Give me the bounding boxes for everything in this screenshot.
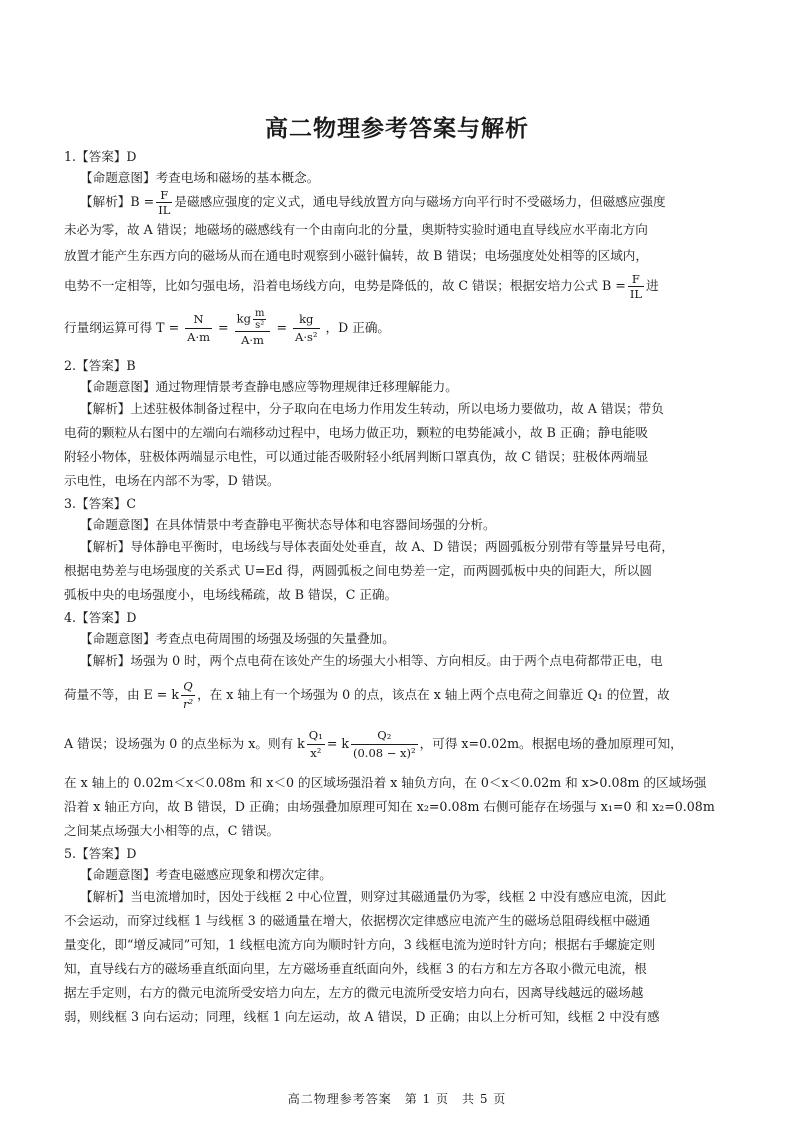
q4-text: A 错误；设场强为 0 的点坐标为 x。则有 k bbox=[64, 736, 305, 751]
denominator: A·s² bbox=[295, 330, 318, 344]
q1-text: 【解析】B = bbox=[80, 194, 155, 209]
q5-analysis-line-5: 据左手定则，右方的微元电流所受安培力向左，左方的微元电流所受安培力向右，因离导线越远的磁场越 bbox=[64, 985, 644, 1000]
q4-answer: 4.【答案】D bbox=[64, 610, 137, 625]
q4-text: ，在 x 轴上有一个场强为 0 的点，该点在 x 轴上两个点电荷之间靠近 Q₁ 的位置，故 bbox=[197, 687, 670, 702]
q1-analysis-line-4 bbox=[64, 272, 740, 301]
fraction-q2-over-distance bbox=[351, 727, 418, 762]
kg-text: kg bbox=[236, 311, 251, 326]
q2-analysis-line-1: 【解析】上述驻极体制备过程中，分子取向在电场力作用发生转动，所以电场力要做功，故 A 错误；带负 bbox=[80, 401, 664, 416]
numerator: Q bbox=[181, 678, 195, 696]
q4-analysis-line-1: 【解析】场强为 0 时，两个点电荷在该处产生的场强大小相等、方向相反。由于两个点电荷都带正电，电 bbox=[80, 653, 663, 668]
fraction-kg-over-as2 bbox=[293, 311, 319, 346]
q2-analysis-line-3: 附轻小物体，驻极体两端显示电性，可以通过能否吸附轻小纸屑判断口罩真伪，故 C 错误；驻极体两端显 bbox=[64, 449, 649, 464]
numerator: N bbox=[185, 311, 212, 329]
q2-analysis-line-4: 示电性，电场在内部不为零，D 错误。 bbox=[64, 473, 280, 488]
q3-intent: 【命题意图】在具体情景中考查静电平衡状态导体和电容器间场强的分析。 bbox=[80, 517, 496, 532]
q2-answer: 2.【答案】B bbox=[64, 358, 136, 373]
q4-analysis-line-6: 之间某点场强大小相等的点，C 错误。 bbox=[64, 823, 280, 838]
numerator bbox=[235, 308, 271, 332]
q3-analysis-line-2: 根据电势差与电场强度的关系式 U=Ed 得，两圆弧板之间电势差一定，而两圆弧板中央的间距大，所以圆 bbox=[64, 563, 652, 578]
fraction-f-over-il bbox=[628, 272, 644, 301]
question-3 bbox=[64, 493, 740, 607]
q1-answer: 1.【答案】D bbox=[64, 149, 137, 164]
q5-intent: 【命题意图】考查电磁感应现象和楞次定律。 bbox=[80, 867, 332, 882]
q1-text: ，D 正确。 bbox=[325, 320, 391, 335]
q4-text: = k bbox=[326, 736, 349, 751]
q1-analysis-line-2: 未必为零，故 A 错误；地磁场的磁感线有一个由南向北的分量，奥斯特实验时通电直导线应水平南北方向 bbox=[64, 222, 648, 237]
q4-text: ，可得 x=0.02m。根据电场的叠加原理可知， bbox=[419, 736, 683, 751]
q1-intent: 【命题意图】考查电场和磁场的基本概念。 bbox=[80, 170, 320, 185]
q5-analysis-line-3: 量变化，即“增反减同”可知，1 线框电流方向为顺时针方向，3 线框电流为逆时针方向；根据右手螺旋定则 bbox=[64, 937, 656, 952]
fraction-q-over-r2 bbox=[181, 678, 195, 713]
q4-analysis-line-2 bbox=[64, 673, 740, 717]
q4-analysis-line-3 bbox=[64, 717, 740, 771]
numerator: Q₁ bbox=[307, 727, 325, 745]
denominator: IL bbox=[158, 203, 171, 217]
equals-sign: = bbox=[276, 320, 288, 335]
question-4 bbox=[64, 607, 740, 843]
denominator: A·m bbox=[187, 330, 211, 344]
page-footer: 高二物理参考答案 第 1 页 共 5 页 bbox=[287, 1092, 507, 1106]
q1-text: 行量纲运算可得 T = bbox=[64, 320, 180, 335]
q1-text: 电势不一定相等，比如匀强电场，沿着电场线方向，电势是降低的，故 C 错误；根据安培力公式 B = bbox=[64, 278, 626, 293]
fraction-m-over-s2 bbox=[253, 308, 266, 331]
equals-sign: = bbox=[218, 320, 229, 335]
q2-intent: 【命题意图】通过物理情景考查静电感应等物理规律迁移理解能力。 bbox=[80, 379, 458, 394]
page-title: 高二物理参考答案与解析 bbox=[265, 115, 529, 142]
denominator: r² bbox=[182, 697, 194, 711]
fraction-compound bbox=[235, 308, 271, 349]
q5-analysis-line-6: 弱，则线框 3 向右运动；同理，线框 1 向左运动，故 A 错误，D 正确；由以上分析可知，线框 2 中没有感 bbox=[64, 1009, 660, 1024]
denominator: s² bbox=[255, 320, 265, 331]
numerator: F bbox=[628, 272, 644, 287]
numerator: kg bbox=[293, 311, 319, 329]
q1-analysis-line-3: 放置才能产生东西方向的磁场从而在通电时观察到小磁针偏转，故 B 错误；电场强度处处相等的区域内， bbox=[64, 247, 648, 263]
q4-analysis-line-5: 沿着 x 轴正方向，故 B 错误，D 正确；由场强叠加原理可知在 x₂=0.08m 右侧可能存在场强与 x₁=0 和 x₂=0.08m bbox=[64, 799, 715, 814]
q4-text: 荷量不等，由 E = k bbox=[64, 687, 179, 702]
q1-analysis-line-1 bbox=[64, 188, 740, 217]
q5-analysis-line-2: 不会运动，而穿过线框 1 与线框 3 的磁通量在增大，依据楞次定律感应电流产生的磁场总阻碍线框中磁通 bbox=[64, 913, 651, 928]
denominator: x² bbox=[310, 746, 322, 760]
answer-content bbox=[64, 146, 740, 1029]
numerator: Q₂ bbox=[351, 727, 418, 745]
q1-text: 进 bbox=[646, 278, 659, 293]
question-5 bbox=[64, 843, 740, 1029]
q4-intent: 【命题意图】考查点电荷周围的场强及场强的矢量叠加。 bbox=[80, 631, 395, 646]
q5-analysis-line-1: 【解析】当电流增加时，因处于线框 2 中心位置，则穿过其磁通量仍为零，线框 2 中没有感应电流，因此 bbox=[80, 889, 667, 904]
q5-analysis-line-4: 知，直导线右方的磁场垂直纸面向里，左方磁场垂直纸面向外，线框 3 的右方和左方各取小微元电流，根 bbox=[64, 961, 647, 976]
numerator: m bbox=[254, 308, 265, 319]
q1-dimension-equation bbox=[64, 301, 740, 355]
fraction-q1-over-x2 bbox=[307, 727, 325, 762]
fraction-f-over-il bbox=[156, 188, 172, 217]
question-2 bbox=[64, 355, 740, 493]
q3-answer: 3.【答案】C bbox=[64, 496, 137, 511]
question-1 bbox=[64, 146, 740, 355]
denominator: A·m bbox=[241, 333, 264, 347]
q1-text: 是磁感应强度的定义式，通电导线放置方向与磁场方向平行时不受磁场力，但磁感应强度 bbox=[174, 194, 666, 209]
denominator: IL bbox=[629, 287, 642, 301]
q3-analysis-line-1: 【解析】导体静电平衡时，电场线与导体表面处处垂直，故 A、D 错误；两圆弧板分别带有等量异号电荷， bbox=[80, 539, 674, 554]
q5-answer: 5.【答案】D bbox=[64, 846, 137, 861]
fraction-n-over-am bbox=[185, 311, 212, 346]
q4-analysis-line-4: 在 x 轴上的 0.02m＜x＜0.08m 和 x＜0 的区域场强沿着 x 轴负方向，在 0＜x＜0.02m 和 x>0.08m 的区域场强 bbox=[64, 775, 707, 790]
denominator: (0.08 − x)² bbox=[353, 746, 416, 760]
q2-analysis-line-2: 电荷的颗粒从右图中的左端向右端移动过程中，电场力做正功，颗粒的电势能减小，故 B 正确；静电能吸 bbox=[64, 425, 648, 440]
q3-analysis-line-3: 弧板中央的电场强度小，电场线稀疏，故 B 错误，C 正确。 bbox=[64, 587, 398, 602]
numerator: F bbox=[156, 188, 172, 203]
